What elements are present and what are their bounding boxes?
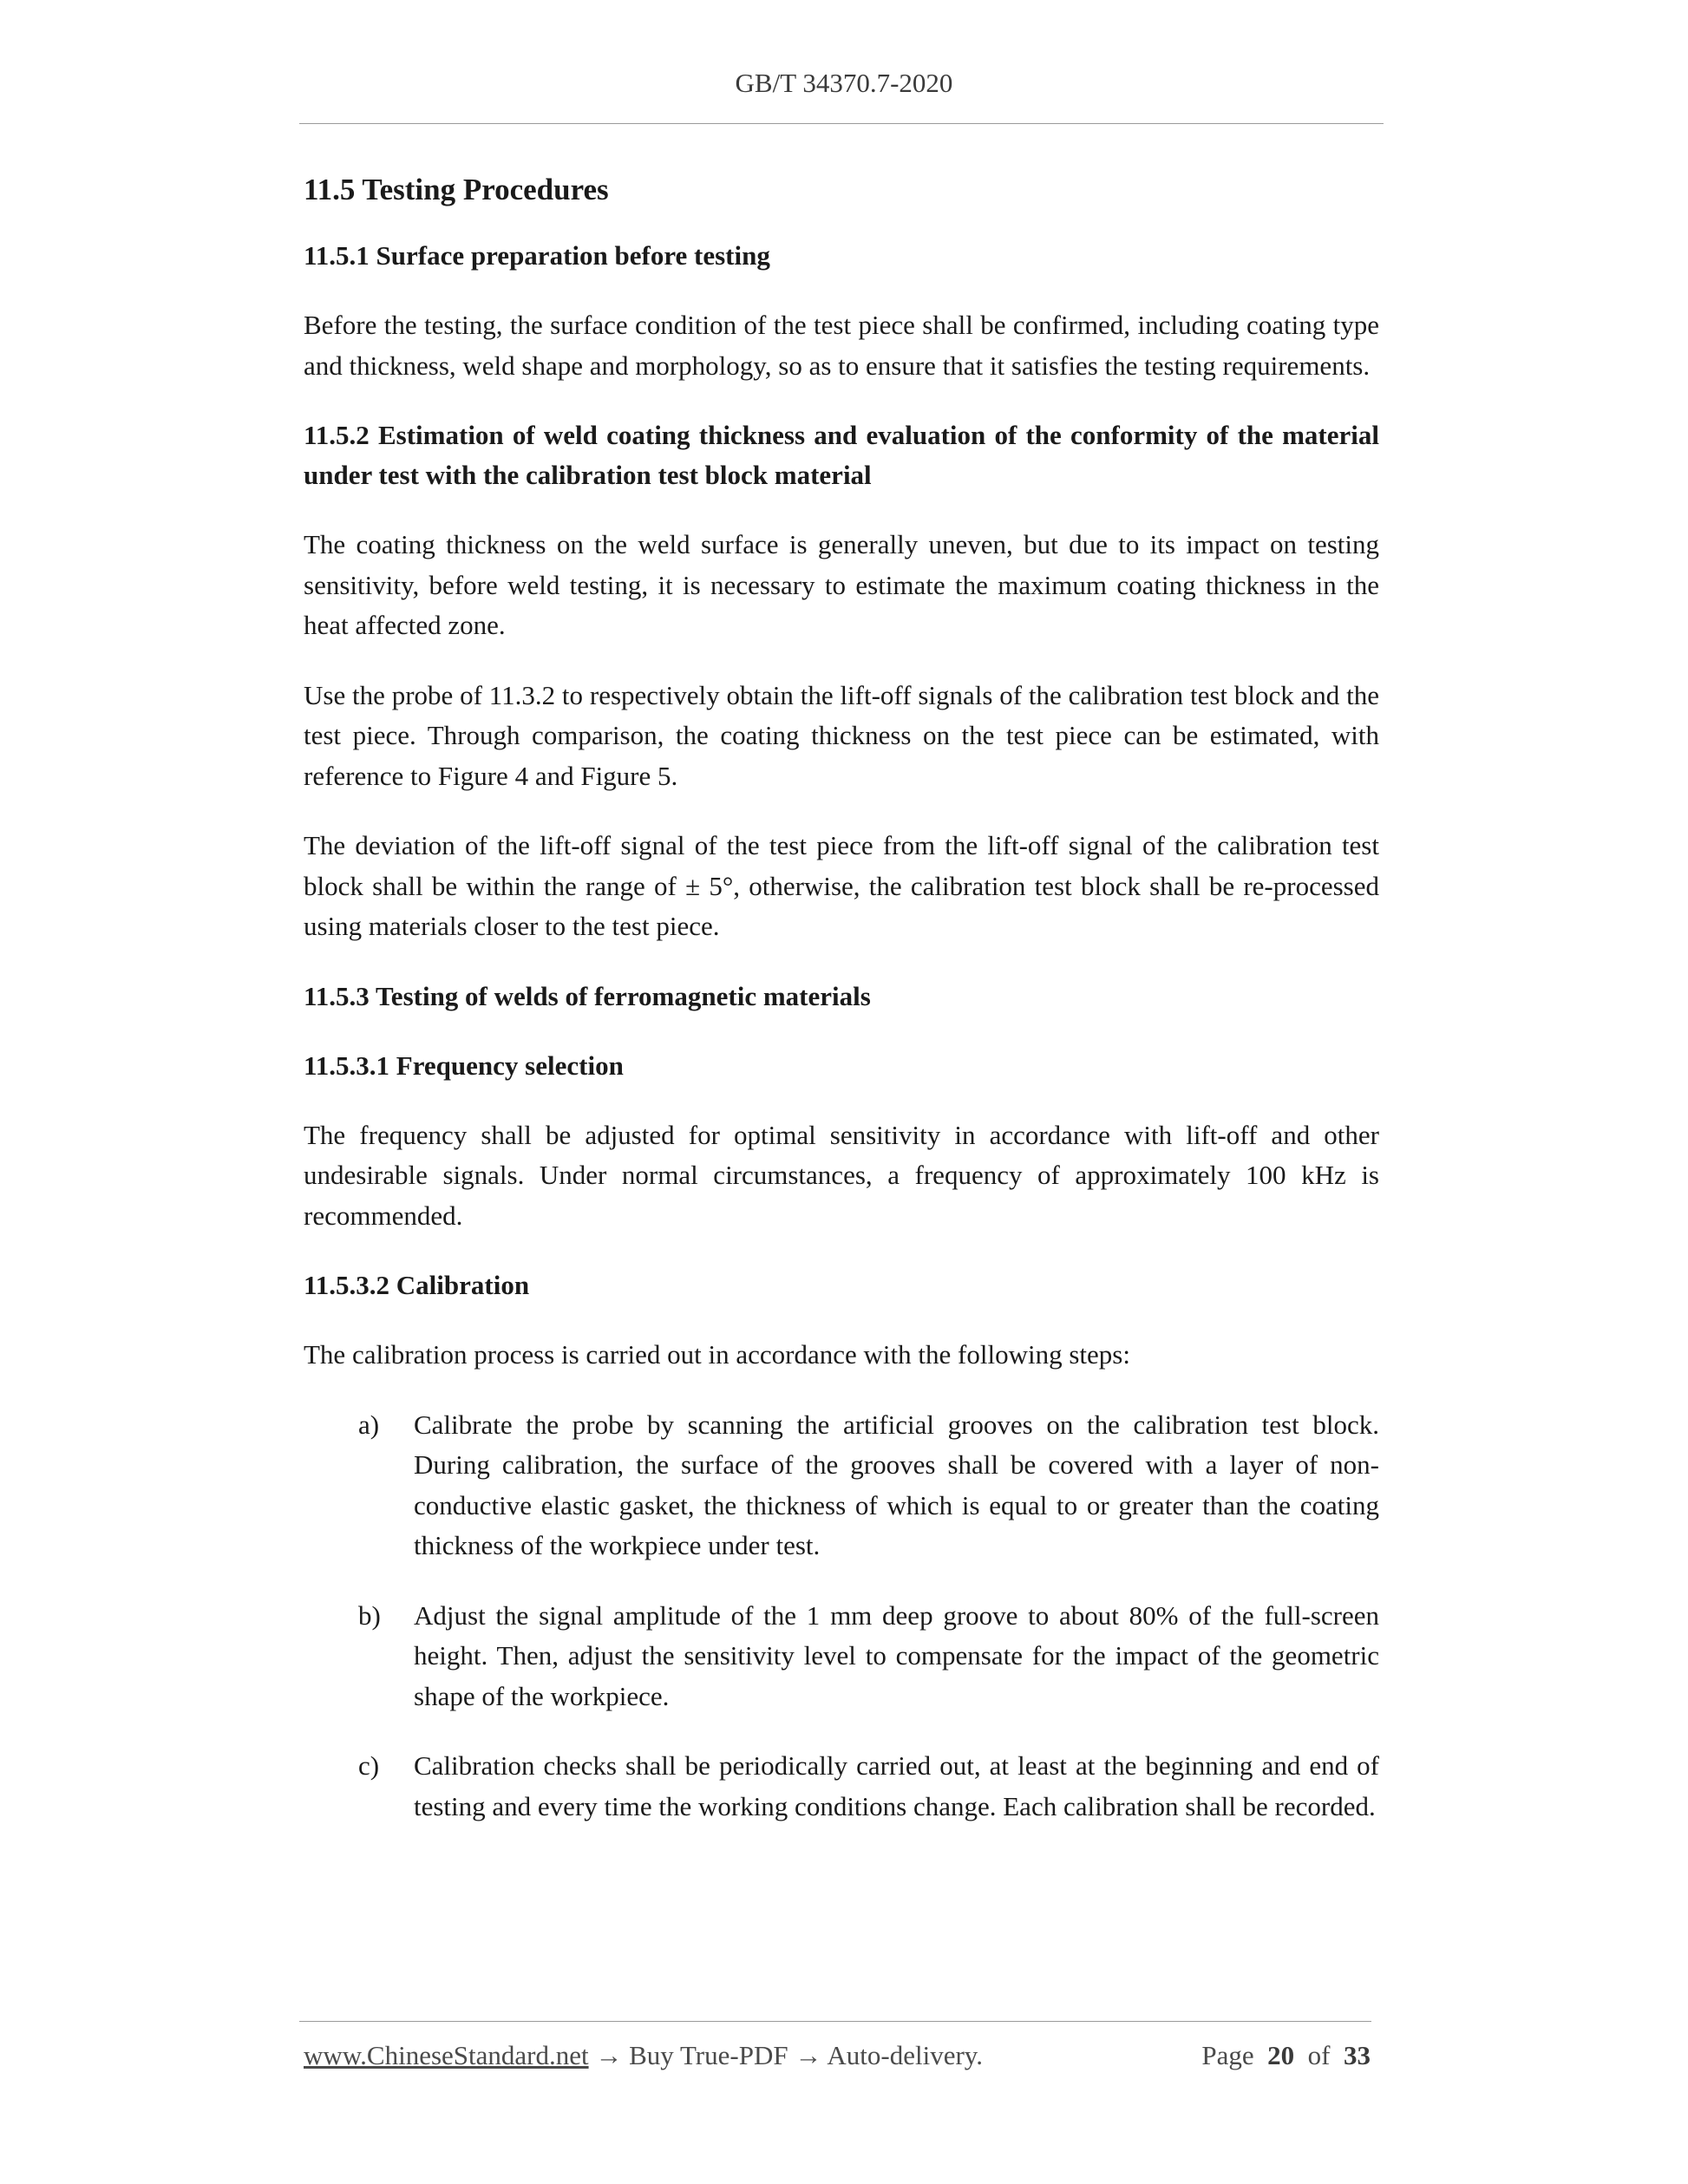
- list-marker: b): [358, 1599, 381, 1631]
- footer-promo: [304, 2040, 983, 2071]
- list-item-text: Calibration checks shall be periodically carried out, at least at the beginning and end of testing and every time the working conditions change. Each calibration shall be recorded.: [414, 1750, 1379, 1821]
- website-link[interactable]: www.ChineseStandard.net: [304, 2040, 589, 2070]
- auto-delivery-text: Auto-delivery.: [827, 2040, 984, 2070]
- page-label: Page: [1201, 2040, 1254, 2070]
- section-heading: 11.5 Testing Procedures: [304, 173, 609, 206]
- list-item: [304, 1405, 1379, 1566]
- arrow-right-icon: →: [795, 2040, 822, 2070]
- current-page: 20: [1267, 2040, 1295, 2070]
- subsection-heading-11-5-3: 11.5.3 Testing of welds of ferromagnetic materials: [304, 980, 871, 1011]
- arrow-right-icon: →: [595, 2040, 623, 2070]
- subsection-heading-11-5-1: 11.5.1 Surface preparation before testing: [304, 240, 770, 271]
- paragraph: Use the probe of 11.3.2 to respectively obtain the lift-off signals of the calibration test block and the test piece. Through comparison, the coating thickness on the test piece can be estimated, with reference to Figure 4 and Figure 5.: [304, 679, 1379, 791]
- list-marker: a): [358, 1409, 380, 1440]
- footer-divider: [299, 2021, 1371, 2022]
- subsection-heading-11-5-3-2: 11.5.3.2 Calibration: [304, 1270, 530, 1300]
- page-content: [304, 170, 1379, 1856]
- paragraph: Before the testing, the surface condition of the test piece shall be confirmed, including coating type and thickness, weld shape and morphology, so as to ensure that it satisfies the testing requirements.: [304, 310, 1379, 381]
- list-item: [304, 1596, 1379, 1717]
- paragraph: The calibration process is carried out in accordance with the following steps:: [304, 1339, 1130, 1370]
- buy-true-pdf-text: Buy True-PDF: [629, 2040, 788, 2070]
- header-divider: [299, 123, 1384, 124]
- list-item-text: Adjust the signal amplitude of the 1 mm deep groove to about 80% of the full-screen height. Then, adjust the sensitivity level to compensate for the impact of the geometric shape of the workpiece.: [414, 1599, 1379, 1711]
- page-header-title: GB/T 34370.7-2020: [735, 68, 953, 98]
- of-label: of: [1307, 2040, 1331, 2070]
- page-number: [1201, 2040, 1371, 2071]
- paragraph: The frequency shall be adjusted for optimal sensitivity in accordance with lift-off and other undesirable signals. Under normal circumstances, a frequency of approximately 100 kHz is recommended.: [304, 1119, 1379, 1231]
- list-marker: c): [358, 1750, 380, 1781]
- paragraph: The coating thickness on the weld surface is generally uneven, but due to its impact on testing sensitivity, before weld testing, it is necessary to estimate the maximum coating thickness in the heat affected zone.: [304, 529, 1379, 640]
- list-item: [304, 1746, 1379, 1827]
- subsection-heading-11-5-2: 11.5.2 Estimation of weld coating thickness and evaluation of the conformity of the material under test with the calibration test block material: [304, 420, 1379, 490]
- subsection-heading-11-5-3-1: 11.5.3.1 Frequency selection: [304, 1049, 624, 1081]
- calibration-steps-list: [304, 1405, 1379, 1828]
- list-item-text: Calibrate the probe by scanning the artificial grooves on the calibration test block. During calibration, the surface of the grooves shall be covered with a layer of non-conductive elastic gasket, the thickness of which is equal to or greater than the coating thickness of the workpiece under test.: [414, 1409, 1379, 1560]
- paragraph: The deviation of the lift-off signal of the test piece from the lift-off signal of the calibration test block shall be within the range of ± 5°, otherwise, the calibration test block shall be re-processed using materials closer to the test piece.: [304, 830, 1379, 941]
- total-pages: 33: [1344, 2040, 1371, 2070]
